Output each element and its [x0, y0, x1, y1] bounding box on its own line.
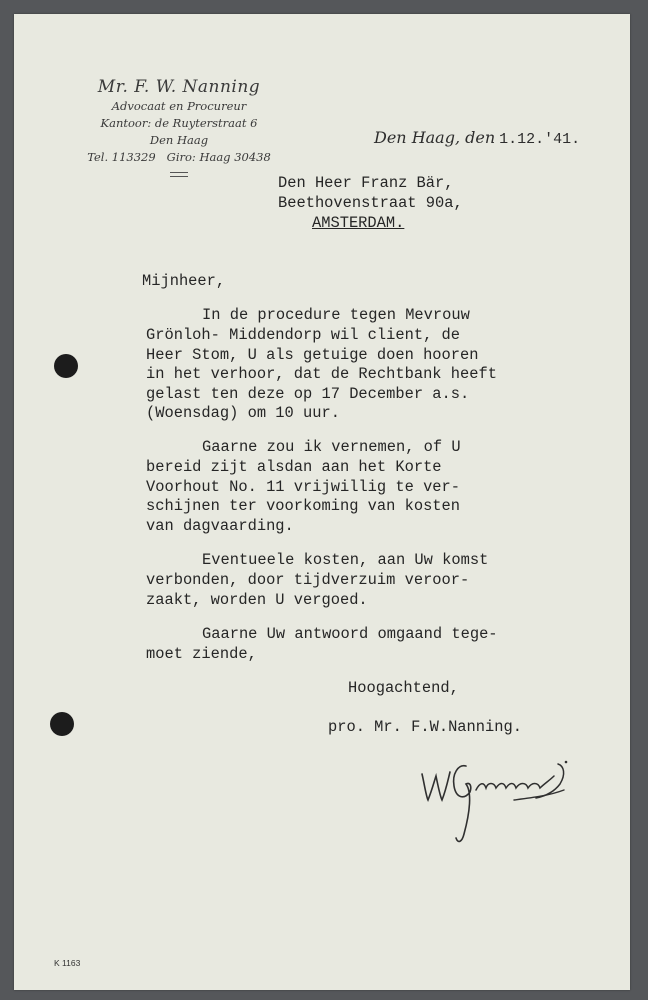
- form-code: K 1163: [54, 958, 81, 968]
- paragraph-2-line-1: Gaarne zou ik vernemen, of U: [202, 438, 461, 456]
- paragraph-1-line-1: In de procedure tegen Mevrouw: [202, 306, 470, 324]
- paragraph-1-line-6: (Woensdag) om 10 uur.: [146, 404, 340, 422]
- paragraph-3-line-2: verbonden, door tijdverzuim veroor-: [146, 571, 470, 589]
- letterhead-divider: [170, 172, 188, 177]
- paragraph-2-line-4: schijnen ter voorkoming van kosten: [146, 497, 461, 515]
- date-value: 1.12.'41.: [499, 131, 581, 148]
- paragraph-4-line-1: Gaarne Uw antwoord omgaand tege-: [202, 625, 498, 643]
- paragraph-3-line-1: Eventueele kosten, aan Uw komst: [202, 551, 489, 569]
- paragraph-1-line-2: Grönloh- Middendorp wil client, de: [146, 326, 461, 344]
- handwritten-signature: [414, 752, 594, 852]
- address-line-2: Beethovenstraat 90a,: [278, 194, 463, 212]
- letterhead-city: Den Haag: [149, 133, 209, 147]
- closing: Hoogachtend,: [348, 679, 459, 697]
- salutation: Mijnheer,: [142, 272, 226, 290]
- letter-page: [14, 14, 630, 990]
- address-city: AMSTERDAM.: [312, 214, 405, 232]
- letterhead-name: Mr. F. W. Nanning: [97, 77, 261, 97]
- letterhead-office: Kantoor: de Ruyterstraat 6: [100, 116, 258, 130]
- paragraph-4-line-2: moet ziende,: [146, 645, 257, 663]
- letterhead-contact: Tel. 113329 Giro: Haag 30438: [87, 150, 271, 164]
- paragraph-2-line-2: bereid zijt alsdan aan het Korte: [146, 458, 442, 476]
- punch-hole-top: [54, 354, 78, 378]
- paragraph-2-line-3: Voorhout No. 11 vrijwillig te ver-: [146, 478, 461, 496]
- address-line-1: Den Heer Franz Bär,: [278, 174, 454, 192]
- paragraph-2-line-5: van dagvaarding.: [146, 517, 294, 535]
- paragraph-1-line-3: Heer Stom, U als getuige doen hooren: [146, 346, 479, 364]
- letterhead-title: Advocaat en Procureur: [111, 99, 247, 113]
- date-place: Den Haag, den: [374, 128, 496, 147]
- dateline: [374, 128, 580, 148]
- punch-hole-bottom: [50, 712, 74, 736]
- paragraph-3-line-3: zaakt, worden U vergoed.: [146, 591, 368, 609]
- paragraph-1-line-4: in het verhoor, dat de Rechtbank heeft: [146, 365, 497, 383]
- signatory: pro. Mr. F.W.Nanning.: [328, 718, 522, 736]
- paragraph-1-line-5: gelast ten deze op 17 December a.s.: [146, 385, 470, 403]
- letterhead: [64, 76, 294, 177]
